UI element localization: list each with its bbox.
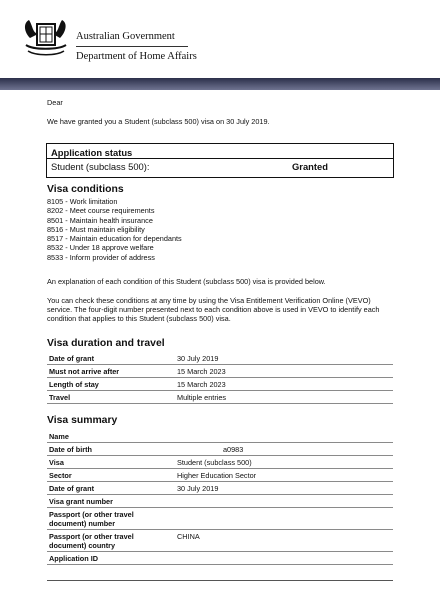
table-row [47,391,393,404]
table-row [47,443,393,456]
row-value: CHINA [177,532,200,541]
greeting: Dear [47,98,63,107]
row-key: Passport (or other travel document) country [49,532,134,550]
application-status-box [46,143,394,178]
conditions-title: Visa conditions [47,184,124,195]
status-divider [47,158,393,159]
table-row [47,469,393,482]
row-value: Multiple entries [177,393,227,402]
row-key: Length of stay [49,380,99,389]
header-rule [76,46,188,47]
duration-title: Visa duration and travel [47,338,165,349]
row-key: Name [49,432,69,441]
condition-item: 8202 - Meet course requirements [47,206,155,216]
row-value: 15 March 2023 [177,380,226,389]
row-value: a0983 [223,445,244,454]
bottom-rule [47,580,393,581]
conditions-list [47,197,182,262]
condition-item: 8105 - Work limitation [47,197,118,206]
status-label: Student (subclass 500): [51,161,150,172]
summary-table [47,430,393,565]
table-row [47,508,393,530]
duration-table [47,352,393,404]
row-value: 15 March 2023 [177,367,226,376]
government-line: Australian Government [76,31,175,42]
table-row [47,456,393,469]
department-line: Department of Home Affairs [76,51,197,62]
condition-item: 8533 - Inform provider of address [47,252,155,262]
table-row [47,495,393,508]
table-row [47,552,393,565]
condition-item: 8532 - Under 18 approve welfare [47,243,154,253]
row-key: Sector [49,471,72,480]
row-key: Date of grant [49,354,94,363]
coat-of-arms-icon [20,14,72,60]
status-value: Granted [292,161,328,172]
grant-statement: We have granted you a Student (subclass 500) visa on 30 July 2019. [47,117,270,127]
condition-item: 8516 - Must maintain eligibility [47,224,145,234]
vevo-paragraph: You can check these conditions at any time by using the Visa Entitlement Verification Online (VEVO) service. The four-digit number presented next to each condition above is used in VEVO to identify each condition that applies to this Student (subclass 500) visa. [47,296,380,324]
row-key: Passport (or other travel document) number [49,510,134,528]
letter-intro [47,98,397,126]
letterhead [0,0,440,78]
table-row [47,430,393,443]
row-value: Student (subclass 500) [177,458,252,467]
row-value: 30 July 2019 [177,354,219,363]
row-key: Travel [49,393,71,402]
row-value: 30 July 2019 [177,484,219,493]
table-row [47,365,393,378]
condition-item: 8517 - Maintain education for dependants [47,234,182,244]
row-key: Must not arrive after [49,367,120,376]
table-row [47,378,393,391]
row-key: Application ID [49,554,99,563]
table-row [47,530,393,552]
conditions-explanation: An explanation of each condition of this Student (subclass 500) visa is provided below. [47,277,326,286]
row-key: Date of grant [49,484,94,493]
row-value: Higher Education Sector [177,471,257,480]
condition-item: 8501 - Maintain health insurance [47,215,153,225]
government-name [76,30,197,63]
header-band [0,78,440,90]
status-title: Application status [51,147,133,158]
row-key: Date of birth [49,445,92,454]
row-key: Visa grant number [49,497,113,506]
table-row [47,352,393,365]
summary-title: Visa summary [47,415,118,426]
table-row [47,482,393,495]
row-key: Visa [49,458,64,467]
